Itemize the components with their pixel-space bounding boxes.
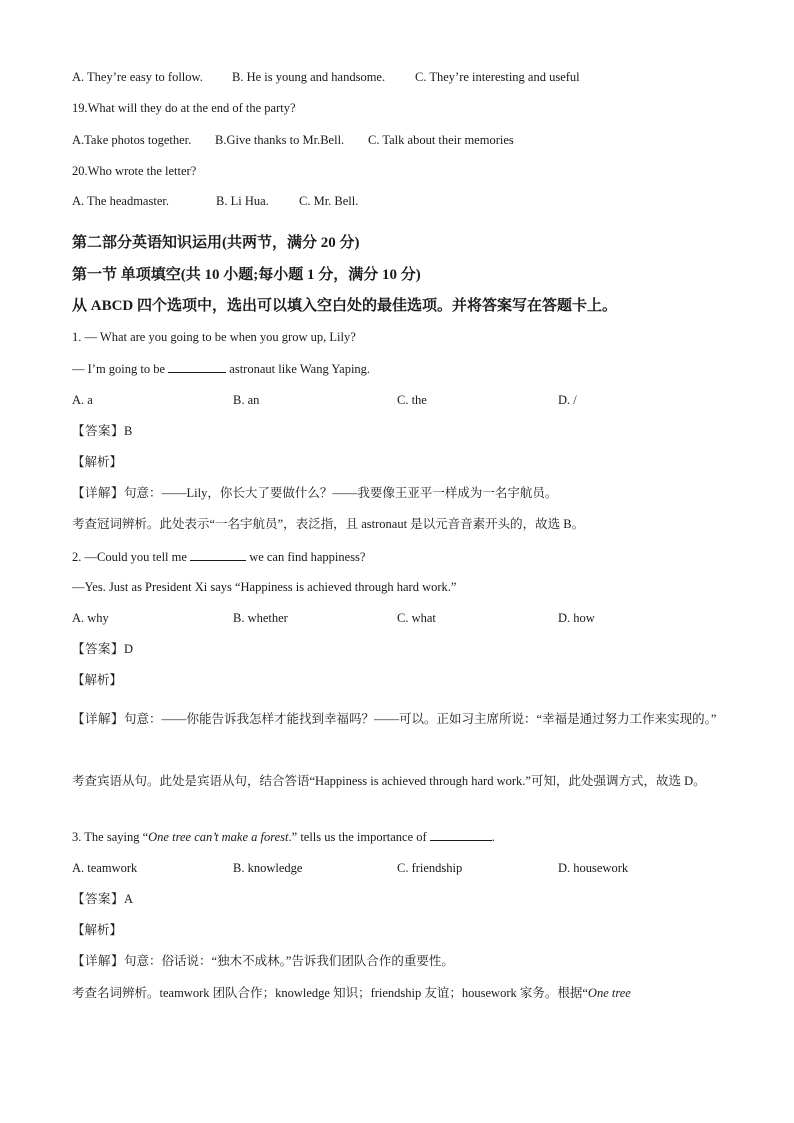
q2-blank: [190, 548, 246, 561]
answer-label: 【答案】: [72, 642, 125, 656]
q2-option-a: A. why: [72, 611, 109, 625]
q1-analysis-label: 【解析】: [72, 455, 123, 469]
q3-blank: [430, 828, 492, 841]
q2-option-b: B. whether: [233, 611, 288, 625]
q1-option-a: A. a: [72, 393, 93, 407]
q2-question-line1: [72, 548, 754, 565]
q1-blank: [168, 360, 226, 373]
section-one-title: 第一节 单项填空(共 10 小题;每小题 1 分，满分 10 分): [72, 267, 421, 283]
q3-mid: .” tells us the importance of: [288, 830, 427, 844]
detail-label: 【详解】: [72, 712, 125, 726]
q2-question-line2: —Yes. Just as President Xi says “Happiness is achieved through hard work.”: [72, 580, 457, 594]
q19-option-c: C. Talk about their memories: [368, 133, 514, 147]
q2-explanation: 考查宾语从句。此处是宾语从句，结合答语“Happiness is achieved through hard work.”可知，此处强调方式，故选 D。: [72, 774, 706, 788]
q3-pre: 3. The saying “: [72, 830, 149, 844]
q3-option-a: A. teamwork: [72, 861, 138, 875]
q1-option-d: D. /: [558, 393, 577, 407]
q1-question-line1: 1. — What are you going to be when you grow up, Lily?: [72, 330, 356, 344]
q2-line1-pre: 2. —Could you tell me: [72, 550, 187, 564]
q3-detail: [72, 953, 754, 969]
q3-analysis-label: 【解析】: [72, 923, 123, 937]
part-two-title: 第二部分英语知识运用(共两节，满分 20 分): [72, 235, 360, 251]
q1-option-b: B. an: [233, 393, 260, 407]
answer-label: 【答案】: [72, 424, 125, 438]
q3-explain-text: 考查名词辨析。teamwork 团队合作；knowledge 知识；friendship 友谊；housework 家务。根据“: [72, 986, 588, 1000]
q20-option-a: A. The headmaster.: [72, 194, 169, 208]
q20-option-c: C. Mr. Bell.: [299, 194, 359, 208]
q1-detail: [72, 485, 754, 501]
q18-option-a: A. They’re easy to follow.: [72, 70, 203, 84]
q1-detail-text: 句意：——Lily，你长大了要做什么？——我要像王亚平一样成为一名宇航员。: [124, 486, 558, 500]
detail-label: 【详解】: [72, 486, 125, 500]
q1-answer: [72, 423, 754, 439]
q1-option-c: C. the: [397, 393, 427, 407]
q1-answer-value: B: [124, 424, 133, 438]
q2-detail-text: 句意：——你能告诉我怎样才能找到幸福吗？——可以。正如习主席所说：“幸福是通过努力工作来实现的。”: [124, 712, 717, 726]
q2-line1-post: we can find happiness?: [246, 550, 366, 564]
detail-label: 【详解】: [72, 954, 125, 968]
q3-answer-value: A: [124, 892, 134, 906]
q1-explanation: 考查冠词辨析。此处表示“一名宇航员”，表泛指，且 astronaut 是以元音音素开头的，故选 B。: [72, 517, 585, 531]
q2-detail: [72, 704, 722, 735]
q20-question: 20.Who wrote the letter?: [72, 164, 197, 178]
answer-label: 【答案】: [72, 892, 125, 906]
q3-option-d: D. housework: [558, 861, 629, 875]
q20-option-b: B. Li Hua.: [216, 194, 269, 208]
q3-post: .: [491, 830, 495, 844]
section-instruction: 从 ABCD 四个选项中，选出可以填入空白处的最佳选项。并将答案写在答题卡上。: [72, 298, 618, 314]
q3-detail-text: 句意：俗话说：“独木不成林。”告诉我们团队合作的重要性。: [124, 954, 454, 968]
q19-option-b: B.Give thanks to Mr.Bell.: [215, 133, 345, 147]
q18-option-c: C. They’re interesting and useful: [415, 70, 580, 84]
q2-answer: [72, 641, 754, 657]
q19-option-a: A.Take photos together.: [72, 133, 192, 147]
q1-line2-post: astronaut like Wang Yaping.: [226, 362, 371, 376]
q1-line2-pre: — I’m going to be: [72, 362, 166, 376]
q3-option-c: C. friendship: [397, 861, 463, 875]
q1-question-line2: [72, 360, 754, 377]
q2-analysis-label: 【解析】: [72, 673, 123, 687]
q2-answer-value: D: [124, 642, 134, 656]
q19-question: 19.What will they do at the end of the party?: [72, 101, 296, 115]
q3-explanation: [72, 985, 754, 1001]
q3-question: [72, 828, 754, 845]
q3-answer: [72, 891, 754, 907]
q18-option-b: B. He is young and handsome.: [232, 70, 386, 84]
q3-explain-italic: One tree: [587, 986, 631, 1000]
q3-option-b: B. knowledge: [233, 861, 303, 875]
q2-option-c: C. what: [397, 611, 436, 625]
q3-quote: One tree can’t make a forest: [148, 830, 289, 844]
q2-option-d: D. how: [558, 611, 595, 625]
